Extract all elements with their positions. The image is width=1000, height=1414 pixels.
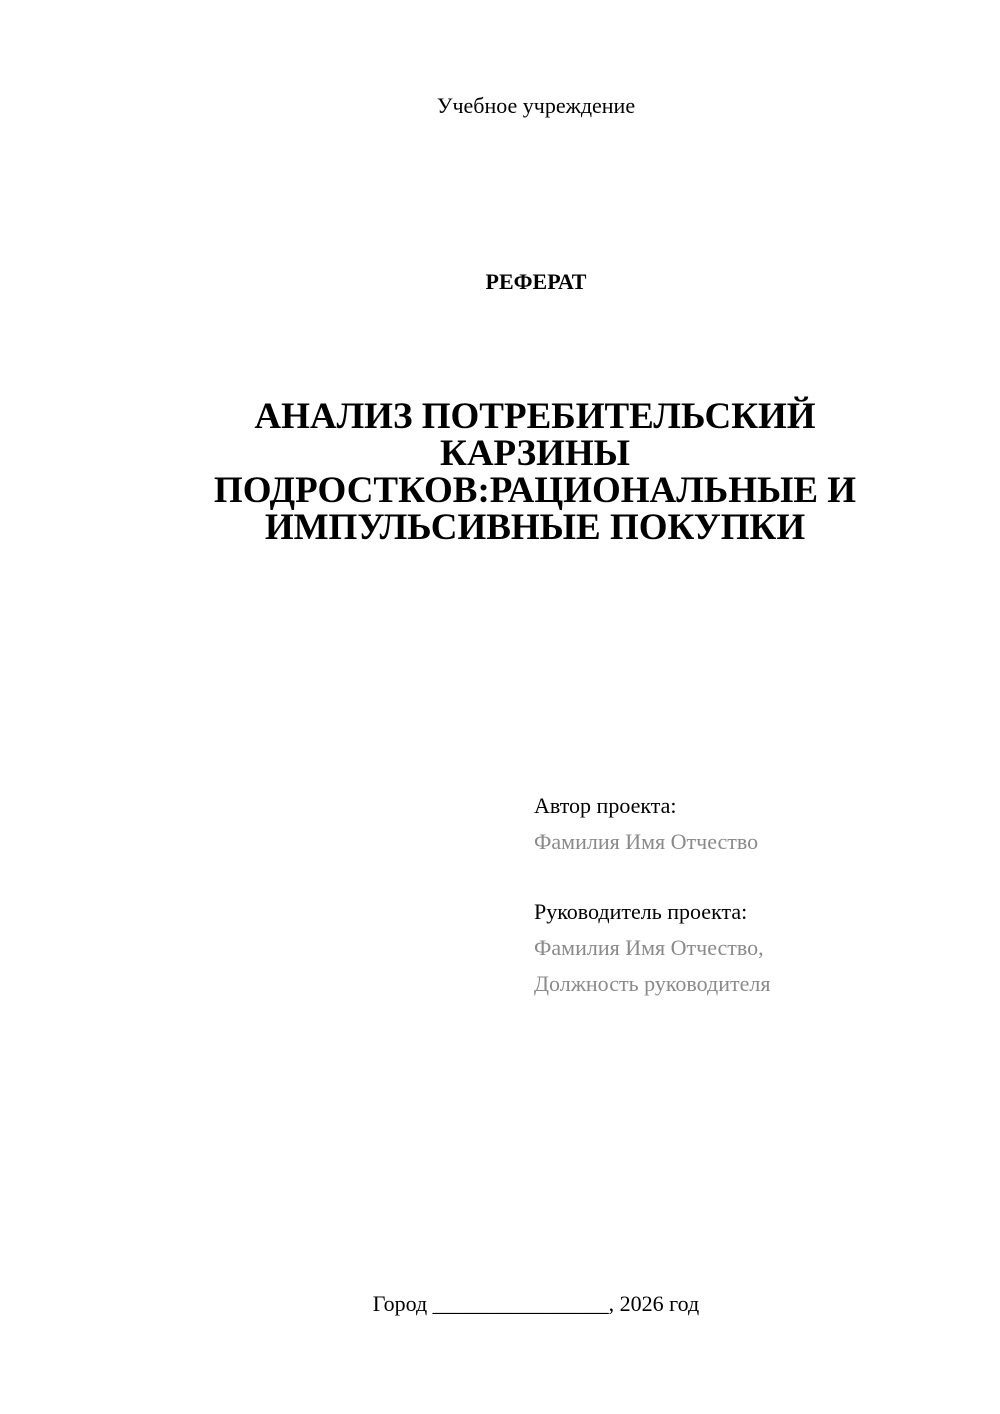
author-name-placeholder: Фамилия Имя Отчество <box>534 829 759 854</box>
title-line: ПОДРОСТКОВ:РАЦИОНАЛЬНЫЕ И <box>213 470 857 511</box>
supervisor-label: Руководитель проекта: <box>534 899 748 924</box>
document-title <box>190 398 880 546</box>
title-line: АНАЛИЗ ПОТРЕБИТЕЛЬСКИЙ <box>254 396 816 437</box>
title-line: ИМПУЛЬСИВНЫЕ ПОКУПКИ <box>264 507 806 548</box>
institution-name: Учебное учреждение <box>436 93 636 118</box>
spacer <box>534 860 974 894</box>
supervisor-position-placeholder: Должность руководителя <box>534 971 771 996</box>
supervisor-name-placeholder: Фамилия Имя Отчество, <box>534 935 764 960</box>
document-type: РЕФЕРАТ <box>485 269 587 294</box>
title-line: КАРЗИНЫ <box>439 433 631 474</box>
city-year-line: Город ________________, 2026 год <box>372 1291 700 1316</box>
author-label: Автор проекта: <box>534 793 677 818</box>
authors-block <box>534 788 974 1002</box>
